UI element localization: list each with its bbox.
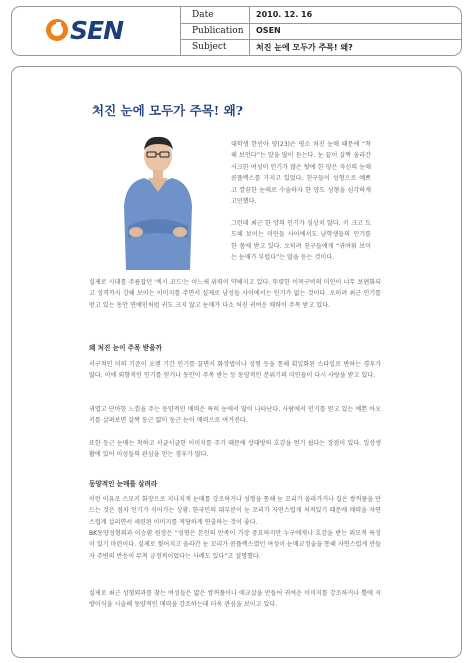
osen-logo xyxy=(12,7,174,55)
logo-o-icon xyxy=(46,19,68,41)
meta-label: Date xyxy=(192,10,214,20)
meta-row-subject xyxy=(181,39,462,55)
paragraph: 서구적인 미의 기준이 오랜 기간 인기를 끌면서 화장법이나 성형 등을 통해 획일화된 스타일로 변하는 경우가 많다. 이에 외향적인 인기를 얻거나 동안이 주목 받는 등 동양적인 분위기의 미인들이 다시 사랑을 받고 있다. xyxy=(89,361,381,380)
subheading: 동양적인 눈매를 살려라 xyxy=(89,480,158,488)
header-box xyxy=(11,6,462,56)
meta-label: Subject xyxy=(192,42,227,52)
paragraph: 실제로 최근 성형외과를 찾는 여성들은 얇은 쌍꺼풀이나 애교살을 만들어 귀여운 이미지를 강조하거나 뿔에 지방이식을 시술해 동양적인 매력을 강조하는데 더욱 관심을 보이고 있다. xyxy=(89,590,381,609)
article-title: 처진 눈에 모두가 주목! 왜? xyxy=(92,103,243,118)
paragraph: 실제로 시대를 주름잡던 '섹시 코드'는 어느새 위력이 약해지고 있다. 뚜렷한 이목구비의 미인이 너무 보편화되고 성격까지 강해 보이는 이미지를 주면서 실제로 남성들 사이에서는 인기가 없는 것이다. 오히려 최근 인기를 얻고 있는 동안 연예인처럼 귀도 크지 않고 눈매가 다소 처진 귀여운 매력이 주목 받고 있다. xyxy=(89,279,381,309)
meta-value: 처진 눈에 모두가 주목! 왜? xyxy=(256,43,353,52)
paragraph: 이런 이유로 스모키 화장으로 지나치게 눈매를 강조하거나 성형을 통해 눈 꼬리가 올라가거나 집은 쌍꺼풀을 만드는 것은 점차 인기가 식어가는 상황. 한국인의 대부분이 눈 꼬리가 자연스럽게 처져있기 때문에 매력을 자연스럽게 살리면서 세련된 이미지를 적당하게 연출하는 것이 좋다. xyxy=(89,496,382,526)
meta-table xyxy=(180,7,462,55)
meta-row-publication xyxy=(181,23,462,40)
paragraph: 또한 둥근 눈매는 착하고 서글서글한 이미지를 주기 때문에 상대방의 호감을 얻기 쉽다는 장점이 있다. 일상생활에 있어 이성들의 관심을 얻는 경우가 많다. xyxy=(89,440,381,459)
paragraph: 귀엽고 단아한 느낌을 주는 동양적인 매력은 특히 눈에서 많이 나타난다. 사람에서 인기를 얻고 있는 예쁜 아오키를 살펴보면 살짝 둥근 얇이 둥근 눈이 매력으로 여겨진다. xyxy=(89,406,381,425)
doctor-photo xyxy=(118,134,198,270)
paragraph: 대학생 한민아 양(23)은 평소 처진 눈매 때문에 “착해 보인다”는 말을 많이 듣는다. 눈 끝이 살짝 올라간 시크한 여성이 인기가 많은 탓에 한 양은 자신의 눈매 콤플렉스를 가지고 있었다. 친구들이 성형으로 예쁘고 깔끔한 눈매로 수술하자 한 양도 성형을 심각하게 고민했다. xyxy=(231,141,371,206)
paragraph: 그런데 최근 한 양의 인기가 심상치 않다. 키 크고 도도해 보이는 미인들 사이에서도 남학생들의 인기를 한 몸에 받고 있다. 오히려 친구들에게 “귀여워 보이는 눈매가 부럽다”는 말을 듣는 것이다. xyxy=(231,220,371,262)
paragraph: BK동양성형외과 이승환 원장은 “성형은 본인의 만족이 가장 중요하지만 누구에게나 호감을 받는 외모적 특징이 있기 마련이다. 실제로 찢어지고 올라간 눈 꼬리가 콤플렉스였던 여성이 눈매교정술을 통해 자연스럽게 만들자 주변의 반응이 무척 긍정적이었다는 사례도 있다”고 설명했다. xyxy=(89,530,382,560)
logo-text: SEN xyxy=(70,16,124,45)
meta-label: Publication xyxy=(192,26,244,36)
subheading: 왜 처진 눈이 주목 받을까 xyxy=(89,344,162,352)
meta-value: 2010. 12. 16 xyxy=(256,10,313,19)
meta-value: OSEN xyxy=(256,26,281,35)
meta-row-date xyxy=(181,7,462,24)
